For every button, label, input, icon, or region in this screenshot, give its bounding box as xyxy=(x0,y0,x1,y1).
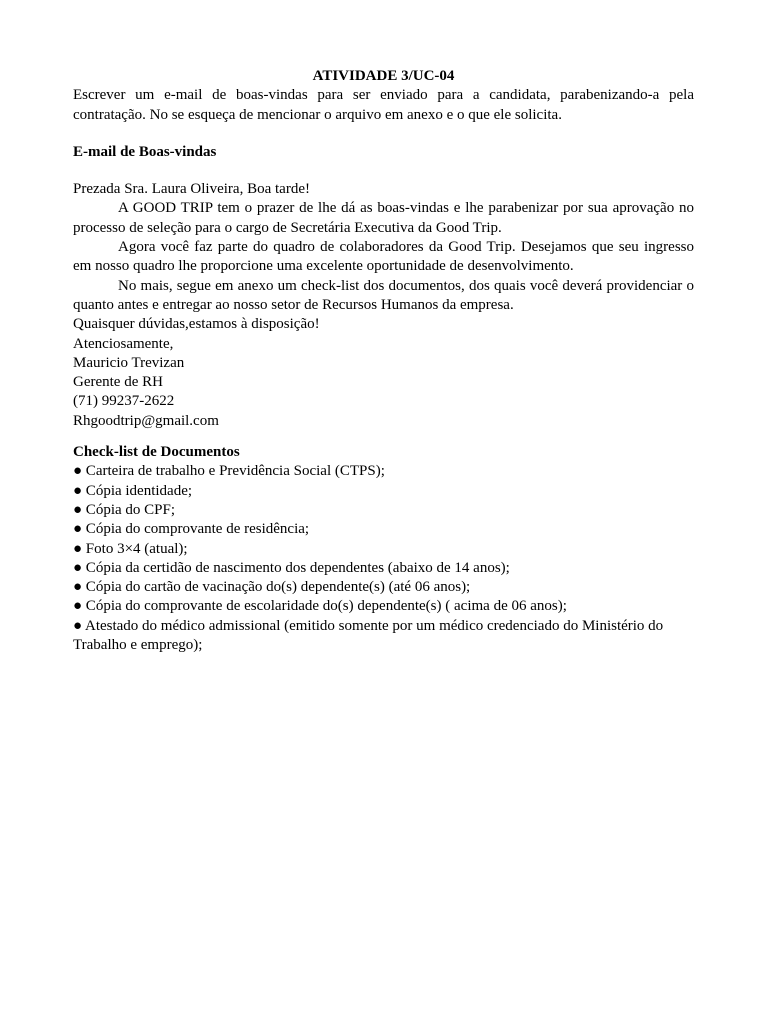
signature-valediction: Atenciosamente, xyxy=(73,335,174,352)
email-paragraph-3: No mais, segue em anexo um check-list dos documentos, dos quais você deverá providenciar o quanto antes e entregar ao nosso setor de Recursos Humanos da empresa. xyxy=(73,277,694,313)
checklist-item: ● Cópia da certidão de nascimento dos dependentes (abaixo de 14 anos); xyxy=(73,559,510,576)
document-title: ATIVIDADE 3/UC-04 xyxy=(312,68,455,84)
email-heading: E-mail de Boas-vindas xyxy=(73,143,217,160)
spacer xyxy=(73,162,694,180)
spacer xyxy=(73,125,694,143)
email-signature xyxy=(73,335,694,431)
checklist-item: ● Cópia do cartão de vacinação do(s) dependente(s) (até 06 anos); xyxy=(73,579,471,596)
spacer xyxy=(73,431,694,443)
checklist-heading: Check-list de Documentos xyxy=(73,444,240,461)
signature-phone: (71) 99237-2622 xyxy=(73,393,175,410)
signature-name: Mauricio Trevizan xyxy=(73,354,185,371)
instruction-text: Escrever um e-mail de boas-vindas para ser enviado para a candidata, parabenizando-a pela contratação. No se esqueça de mencionar o arquivo em anexo e o que ele solicita. xyxy=(73,87,694,123)
checklist-item: ● Atestado do médico admissional (emitido somente por um médico credenciado do Ministério do Trabalho e emprego); xyxy=(73,617,664,654)
document-page xyxy=(73,67,694,655)
checklist-item: ● Cópia do CPF; xyxy=(73,501,175,518)
checklist-item: ● Cópia identidade; xyxy=(73,482,193,499)
email-paragraph-2: Agora você faz parte do quadro de colaboradores da Good Trip. Desejamos que seu ingresso em nosso quadro lhe proporcione uma excelente oportunidade de desenvolvimento. xyxy=(73,239,694,275)
checklist-item: ● Carteira de trabalho e Previdência Social (CTPS); xyxy=(73,463,385,480)
signature-email: Rhgoodtrip@gmail.com xyxy=(73,412,219,429)
email-paragraph-1: A GOOD TRIP tem o prazer de lhe dá as boas-vindas e lhe parabenizar por sua aprovação no processo de seleção para o cargo de Secretária Executiva da Good Trip. xyxy=(73,200,694,236)
checklist-item: ● Cópia do comprovante de escolaridade do(s) dependente(s) ( acima de 06 anos); xyxy=(73,598,567,615)
checklist-item: ● Foto 3×4 (atual); xyxy=(73,540,188,557)
email-closing-line: Quaisquer dúvidas,estamos à disposição! xyxy=(73,316,320,333)
signature-role: Gerente de RH xyxy=(73,374,163,391)
email-greeting: Prezada Sra. Laura Oliveira, Boa tarde! xyxy=(73,181,310,198)
checklist-item: ● Cópia do comprovante de residência; xyxy=(73,521,310,538)
document-checklist xyxy=(73,462,694,655)
